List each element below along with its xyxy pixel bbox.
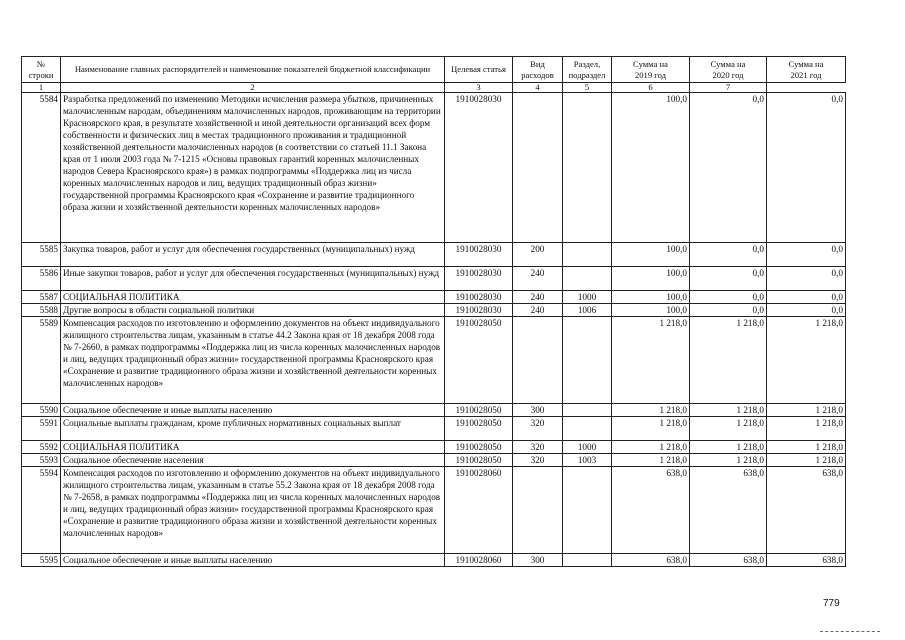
sum-2021-cell: 0,0: [767, 243, 846, 267]
column-number: 3: [445, 83, 513, 93]
row-number-cell: 5592: [22, 441, 61, 454]
row-number-cell: 5593: [22, 454, 61, 467]
expense-kind-cell: 320: [513, 454, 563, 467]
sum-2020-cell: 0,0: [690, 291, 767, 304]
sum-2020-cell: 0,0: [690, 243, 767, 267]
sum-2020-cell: 638,0: [690, 467, 767, 554]
section-cell: 1003: [563, 454, 612, 467]
sum-2020-cell: 0,0: [690, 267, 767, 291]
row-number-cell: 5588: [22, 304, 61, 317]
sum-2021-cell: 0,0: [767, 267, 846, 291]
sum-2019-cell: 100,0: [612, 304, 690, 317]
row-name-cell: Компенсация расходов по изготовлению и оформлению документов на объект индивидуального жилищного строительства лицам, указанным в статье 55.2 Закона края от 18 декабря 2008 года № 7-2658, в рамках подпрограммы «Поддержка лиц из числа коренных малочисленных народов и лиц, ведущих традиционный образ жизни» государственной программы Красноярского края «Сохранение и развитие традиционного образа жизни и хозяйственной деятельности коренных малочисленных народов»: [61, 467, 445, 554]
row-name-cell: Разработка предложений по изменению Методики исчисления размера убытков, причиненных малочисленным народам, объединениям малочисленных народов, проживающим на территории Красноярского края, в результате хозяйственной и иной деятельности организаций всех форм собственности и физических лиц в местах традиционного проживания и традиционной хозяйственной деятельности малочисленных народов (в соответствии со статьей 11.1 Закона края от 1 июля 2003 года № 7-1215 «Основы правовых гарантий коренных малочисленных народов Севера Красноярского края») в рамках подпрограммы «Поддержка лиц из числа коренных малочисленных народов и лиц, ведущих традиционный образ жизни» государственной программы Красноярского края «Сохранение и развитие традиционного образа жизни и хозяйственной деятельности коренных малочисленных народов»: [61, 93, 445, 243]
sum-2020-cell: 1 218,0: [690, 454, 767, 467]
sum-2020-cell: 1 218,0: [690, 441, 767, 454]
row-name-cell: Социальное обеспечение и иные выплаты населению: [61, 404, 445, 417]
expense-kind-cell: 240: [513, 304, 563, 317]
row-name-cell: Социальные выплаты гражданам, кроме публичных нормативных социальных выплат: [61, 417, 445, 441]
scan-edge-mark: [820, 631, 880, 633]
sum-2021-cell: 1 218,0: [767, 417, 846, 441]
target-article-cell: 1910028030: [445, 267, 513, 291]
sum-2020-cell: 638,0: [690, 554, 767, 567]
table-row: [22, 304, 846, 317]
section-cell: [563, 554, 612, 567]
target-article-cell: 1910028030: [445, 291, 513, 304]
row-name-cell: Закупка товаров, работ и услуг для обеспечения государственных (муниципальных) нужд: [61, 243, 445, 267]
section-cell: 1000: [563, 291, 612, 304]
sum-2019-cell: 1 218,0: [612, 441, 690, 454]
header-target-article: Целевая статья: [445, 57, 513, 83]
row-name-cell: СОЦИАЛЬНАЯ ПОЛИТИКА: [61, 441, 445, 454]
table-row: [22, 454, 846, 467]
sum-2020-cell: 0,0: [690, 93, 767, 243]
sum-2021-cell: 0,0: [767, 291, 846, 304]
header-sum-2020: Сумма на 2020 год: [690, 57, 767, 83]
row-number-cell: 5595: [22, 554, 61, 567]
row-name-cell: Социальное обеспечение населения: [61, 454, 445, 467]
header-row-number: № строки: [22, 57, 61, 83]
target-article-cell: 1910028060: [445, 554, 513, 567]
sum-2021-cell: 638,0: [767, 467, 846, 554]
table-row: [22, 93, 846, 243]
sum-2021-cell: 1 218,0: [767, 404, 846, 417]
section-cell: [563, 267, 612, 291]
target-article-cell: 1910028050: [445, 417, 513, 441]
expense-kind-cell: 200: [513, 243, 563, 267]
expense-kind-cell: [513, 317, 563, 404]
row-number-cell: 5589: [22, 317, 61, 404]
sum-2021-cell: 1 218,0: [767, 441, 846, 454]
row-name-cell: Другие вопросы в области социальной политики: [61, 304, 445, 317]
sum-2019-cell: 100,0: [612, 93, 690, 243]
target-article-cell: 1910028050: [445, 441, 513, 454]
table-header: [22, 57, 846, 93]
expense-kind-cell: [513, 467, 563, 554]
row-name-cell: Иные закупки товаров, работ и услуг для обеспечения государственных (муниципальных) нужд: [61, 267, 445, 291]
target-article-cell: 1910028050: [445, 404, 513, 417]
sum-2021-cell: 1 218,0: [767, 317, 846, 404]
row-number-cell: 5587: [22, 291, 61, 304]
header-expense-kind: Вид расходов: [513, 57, 563, 83]
row-number-cell: 5584: [22, 93, 61, 243]
expense-kind-cell: 240: [513, 267, 563, 291]
target-article-cell: 1910028030: [445, 243, 513, 267]
header-section: Раздел, подраздел: [563, 57, 612, 83]
sum-2019-cell: 1 218,0: [612, 454, 690, 467]
sum-2020-cell: 0,0: [690, 304, 767, 317]
row-number-cell: 5591: [22, 417, 61, 441]
target-article-cell: 1910028050: [445, 317, 513, 404]
column-number: 1: [22, 83, 61, 93]
target-article-cell: 1910028030: [445, 304, 513, 317]
header-name: Наименование главных распорядителей и наименование показателей бюджетной классификации: [61, 57, 445, 83]
section-cell: 1006: [563, 304, 612, 317]
table-row: [22, 554, 846, 567]
section-cell: [563, 404, 612, 417]
expense-kind-cell: 320: [513, 417, 563, 441]
sum-2021-cell: 638,0: [767, 554, 846, 567]
row-number-cell: 5585: [22, 243, 61, 267]
header-sum-2019: Сумма на 2019 год: [612, 57, 690, 83]
sum-2020-cell: 1 218,0: [690, 417, 767, 441]
expense-kind-cell: 240: [513, 291, 563, 304]
budget-table: [21, 56, 846, 567]
target-article-cell: 1910028060: [445, 467, 513, 554]
sum-2019-cell: 1 218,0: [612, 317, 690, 404]
row-name-cell: Компенсация расходов по изготовлению и оформлению документов на объект индивидуального жилищного строительства лицам, указанным в статье 44.2 Закона края от 18 декабря 2008 года № 7-2660, в рамках подпрограммы «Поддержка лиц из числа коренных малочисленных народов и лиц, ведущих традиционный образ жизни» государственной программы Красноярского края «Сохранение и развитие традиционного образа жизни и хозяйственной деятельности коренных малочисленных народов»: [61, 317, 445, 404]
sum-2021-cell: 1 218,0: [767, 454, 846, 467]
sum-2019-cell: 100,0: [612, 243, 690, 267]
sum-2019-cell: 100,0: [612, 291, 690, 304]
row-name-cell: Социальное обеспечение и иные выплаты населению: [61, 554, 445, 567]
sum-2019-cell: 638,0: [612, 467, 690, 554]
expense-kind-cell: 300: [513, 404, 563, 417]
column-number: 6: [612, 83, 690, 93]
expense-kind-cell: [513, 93, 563, 243]
table-row: [22, 291, 846, 304]
sum-2020-cell: 1 218,0: [690, 404, 767, 417]
table-row: [22, 267, 846, 291]
table-row: [22, 441, 846, 454]
section-cell: [563, 467, 612, 554]
sum-2021-cell: 0,0: [767, 93, 846, 243]
expense-kind-cell: 300: [513, 554, 563, 567]
table-row: [22, 317, 846, 404]
column-number: 5: [563, 83, 612, 93]
column-number: 4: [513, 83, 563, 93]
section-cell: 1000: [563, 441, 612, 454]
target-article-cell: 1910028050: [445, 454, 513, 467]
sum-2019-cell: 638,0: [612, 554, 690, 567]
row-number-cell: 5594: [22, 467, 61, 554]
sum-2021-cell: 0,0: [767, 304, 846, 317]
row-number-cell: 5586: [22, 267, 61, 291]
target-article-cell: 1910028030: [445, 93, 513, 243]
table-row: [22, 404, 846, 417]
table-row: [22, 467, 846, 554]
section-cell: [563, 93, 612, 243]
section-cell: [563, 243, 612, 267]
sum-2019-cell: 1 218,0: [612, 404, 690, 417]
table-body: [22, 93, 846, 567]
sum-2020-cell: 1 218,0: [690, 317, 767, 404]
page-number: 779: [823, 598, 840, 609]
sum-2019-cell: 100,0: [612, 267, 690, 291]
row-name-cell: СОЦИАЛЬНАЯ ПОЛИТИКА: [61, 291, 445, 304]
row-number-cell: 5590: [22, 404, 61, 417]
header-sum-2021: Сумма на 2021 год: [767, 57, 846, 83]
expense-kind-cell: 320: [513, 441, 563, 454]
sum-2019-cell: 1 218,0: [612, 417, 690, 441]
table-row: [22, 243, 846, 267]
table-row: [22, 417, 846, 441]
section-cell: [563, 317, 612, 404]
column-number: 7: [690, 83, 767, 93]
section-cell: [563, 417, 612, 441]
column-number: 2: [61, 83, 445, 93]
